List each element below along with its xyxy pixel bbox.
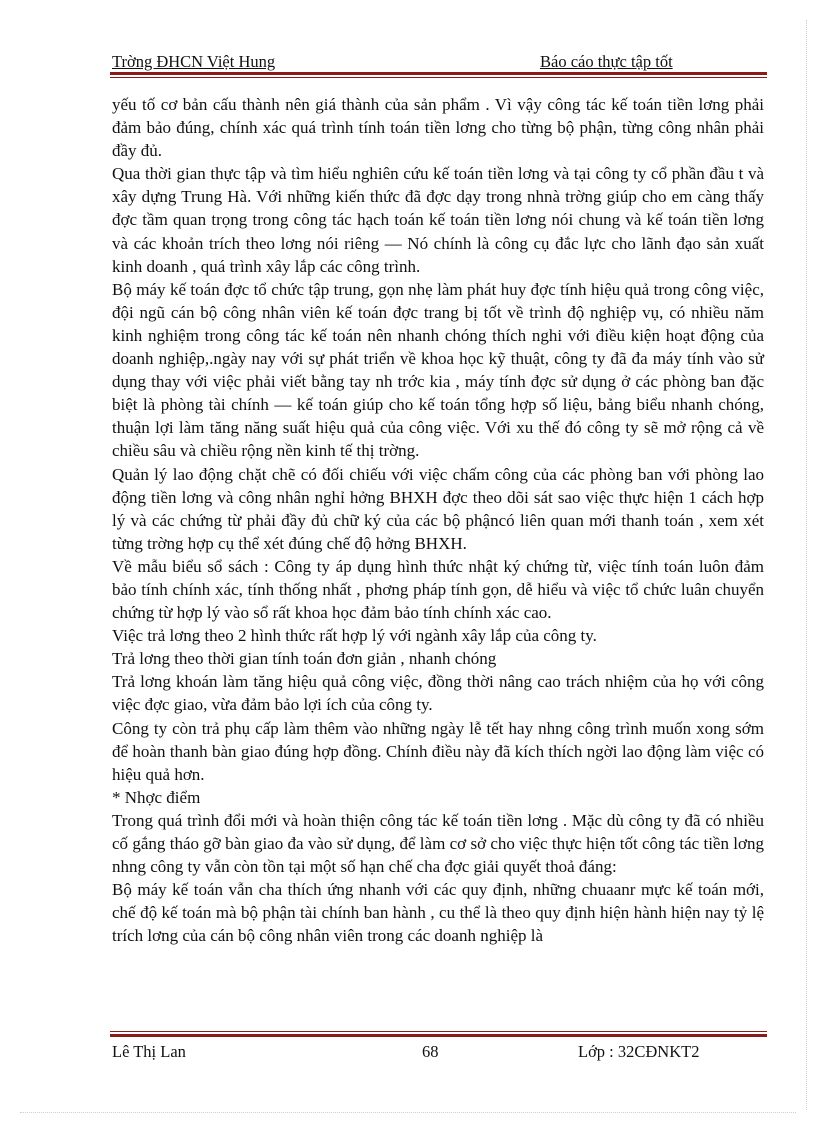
- paragraph: Trả lơng theo thời gian tính toán đơn giản , nhanh chóng: [112, 649, 497, 669]
- header-school: Trờng ĐHCN Việt Hung: [112, 52, 276, 71]
- paragraph: Bộ máy kế toán đợc tổ chức tập trung, gọn nhẹ làm phát huy đợc tính hiệu quả trong công việc, đội ngũ cán bộ công nhân viên kế toán đợc trang bị tốt về trình độ nghiệp vụ, có nhiều năm kinh nghiệm trong công tác kế toán nên nhanh chóng thích nghi với điều kiện hoạt động của doanh nghiệp,.ngày nay với sự phát triển về khoa học kỹ thuật, công ty đã đa máy tính vào sử dụng thay với việc phải viết bằng tay nh trớc kia , máy tính đợc sử dụng ở các phòng ban đặc biệt là phòng tài chính — kế toán giúp cho kế toán tổng hợp số liệu, bảng biểu nhanh chóng, thuận lợi làm tăng năng suất hiệu quả của công việc. Với xu thế đó công ty sẽ mở rộng cả về chiều sâu và chiều rộng nền kinh tế thị trờng.: [112, 279, 764, 461]
- page-boundary-bottom: [20, 1112, 796, 1113]
- paragraph: yếu tố cơ bản cấu thành nên giá thành của sản phẩm . Vì vậy công tác kế toán tiền lơng phải đảm bảo đúng, chính xác quá trình tính toán tiền lơng cho từng bộ phận, từng công nhân phải đầy đủ.: [112, 95, 764, 161]
- page-number: 68: [422, 1042, 439, 1061]
- footer-author: Lê Thị Lan: [112, 1042, 186, 1061]
- header-report-title: Báo cáo thực tập tốt: [540, 52, 673, 71]
- paragraph: Việc trả lơng theo 2 hình thức rất hợp lý với ngành xây lắp của công ty.: [112, 626, 597, 646]
- paragraph: Quản lý lao động chặt chẽ có đối chiếu với việc chấm công của các phòng ban với phòng lao động tiền lơng và công nhân nghỉ hởng BHXH đợc theo dõi sát sao việc thực hiện 1 cách hợp lý và các chứng từ phải đầy đủ chữ ký của các bộ phậncó liên quan mới thanh toán , xem xét từng trờng hợp cụ thể xét đúng chế độ hởng BHXH.: [112, 464, 764, 553]
- paragraph: Trả lơng khoán làm tăng hiệu quả công việc, đồng thời nâng cao trách nhiệm của họ với công việc đợc giao, vừa đảm bảo lợi ích của công ty.: [112, 672, 764, 715]
- page-header: [112, 52, 764, 74]
- page-body: [112, 93, 764, 947]
- paragraph: Bộ máy kế toán vẫn cha thích ứng nhanh với các quy định, những chuaanr mực kế toán mới, chế độ kế toán mà bộ phận tài chính ban hành , cu thể là theo quy định hiện hành hiện nay tỷ lệ trích lơng của cán bộ công nhân viên trong các doanh nghiệp là: [112, 880, 764, 946]
- header-rule-thick: [110, 72, 767, 75]
- header-rule-thin: [110, 77, 767, 78]
- section-heading: * Nhợc điểm: [112, 787, 201, 807]
- paragraph: Công ty còn trả phụ cấp làm thêm vào những ngày lễ tết hay nhng công trình muốn xong sớm để hoàn thanh bàn giao đúng hợp đồng. Chính điều này đã kích thích ngời lao động làm việc có hiệu quả hơn.: [112, 718, 764, 784]
- footer-rule-thin: [110, 1031, 767, 1032]
- footer-class: Lớp : 32CĐNKT2: [578, 1042, 700, 1061]
- page-footer: [112, 1042, 764, 1064]
- footer-rule-thick: [110, 1034, 767, 1037]
- paragraph: Qua thời gian thực tập và tìm hiểu nghiên cứu kế toán tiền lơng và tại công ty cổ phần đầu t và xây dựng Trung Hà. Với những kiến thức đã đợc dạy trong nhnà trờng giúp cho em càng thấy đợc tầm quan trọng trong công tác hạch toán kế toán tiền lơng nói chung và kế toán tiền lơng và các khoản trích theo lơng nói riêng — Nó chính là công cụ đắc lực cho lãnh đạo sản xuất kinh doanh , quá trình xây lắp các công trình.: [112, 164, 764, 276]
- paragraph: Trong quá trình đổi mới và hoàn thiện công tác kế toán tiền lơng . Mặc dù công ty đã có nhiều cố gắng tháo gỡ bàn giao đa vào sử dụng, để làm cơ sở cho việc thực hiện tốt công tác tiền lơng nhng công ty vẫn còn tồn tại một số hạn chế cha đợc giải quyết thoả đáng:: [112, 810, 764, 877]
- paragraph: Về mẫu biểu sổ sách : Công ty áp dụng hình thức nhật ký chứng từ, việc tính toán luôn đảm bảo tính chính xác, tính thống nhất , phơng pháp tính gọn, dễ hiểu và việc tổ chức luân chuyển chứng từ hợp lý vào sổ rất khoa học đảm bảo tính chính xác cao.: [112, 556, 764, 623]
- page-boundary-right: [806, 20, 807, 1110]
